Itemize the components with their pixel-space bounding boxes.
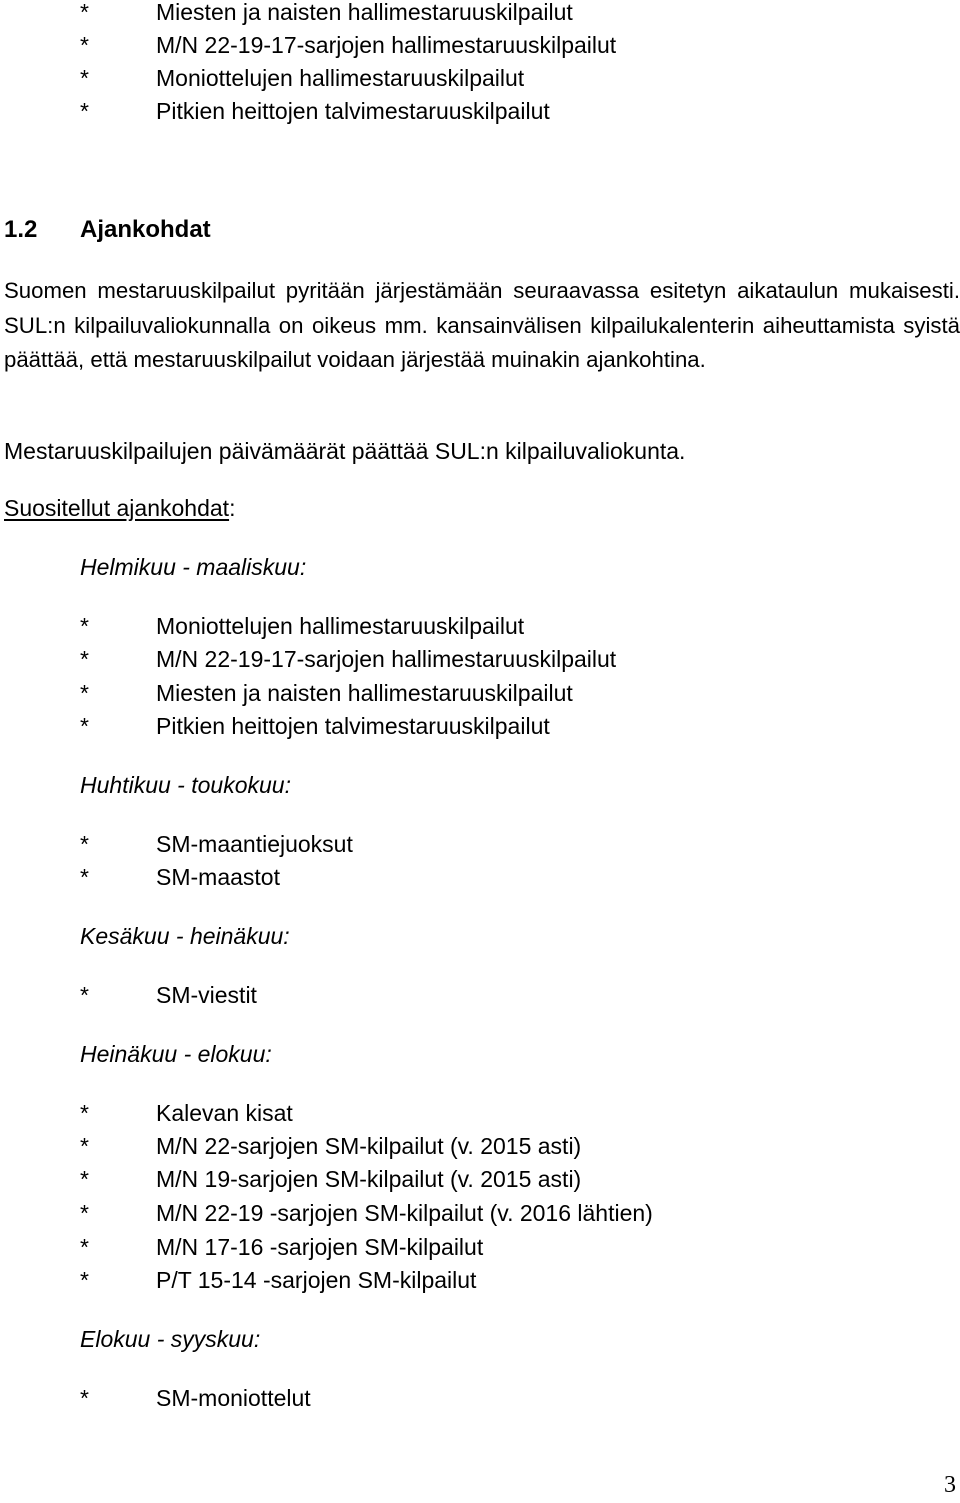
list-item [0,1381,960,1415]
bullet-marker: * [80,713,89,739]
list-item-text: Miesten ja naisten hallimestaruuskilpailut [156,0,573,25]
list-item [0,827,960,861]
list-item-text: SM-maantiejuoksut [156,831,353,857]
list-item-text: M/N 22-19-17-sarjojen hallimestaruuskilpailut [156,32,617,58]
list-item [0,860,960,894]
list-item [0,1263,960,1297]
recommended-dates-label [4,491,235,525]
list-item [0,642,960,676]
period-heading: Huhtikuu - toukokuu: [80,772,291,798]
bullet-marker: * [80,65,89,91]
section-title: Ajankohdat [80,216,211,243]
list-item-text: M/N 22-sarjojen SM-kilpailut (v. 2015 asti) [156,1133,582,1159]
list-item-text: Pitkien heittojen talvimestaruuskilpailut [156,713,550,739]
list-item-text: M/N 22-19 -sarjojen SM-kilpailut (v. 2016 lähtien) [156,1200,653,1226]
bullet-marker: * [80,1100,89,1126]
list-item [0,0,960,29]
bullet-marker: * [80,98,89,124]
list-item-text: P/T 15-14 -sarjojen SM-kilpailut [156,1267,477,1293]
section-number: 1.2 [4,216,38,243]
period-heading: Heinäkuu - elokuu: [80,1041,272,1067]
list-item-text: M/N 17-16 -sarjojen SM-kilpailut [156,1234,484,1260]
bullet-marker: * [80,680,89,706]
list-item [0,709,960,743]
bullet-marker: * [80,864,89,890]
bullet-marker: * [80,1200,89,1226]
bullet-marker: * [80,32,89,58]
recommended-dates-colon: : [229,495,236,521]
period-heading: Helmikuu - maaliskuu: [80,554,307,580]
bullet-marker: * [80,831,89,857]
list-item-text: SM-viestit [156,982,257,1008]
bullet-marker: * [80,1133,89,1159]
bullet-marker: * [80,1234,89,1260]
list-item-text: Moniottelujen hallimestaruuskilpailut [156,613,525,639]
list-item-text: SM-maastot [156,864,280,890]
list-item-text: Pitkien heittojen talvimestaruuskilpailut [156,98,550,124]
list-item [0,1129,960,1163]
period-heading: Kesäkuu - heinäkuu: [80,923,290,949]
list-item-text: M/N 19-sarjojen SM-kilpailut (v. 2015 asti) [156,1166,582,1192]
period-heading: Elokuu - syyskuu: [80,1326,261,1352]
list-item-text: Moniottelujen hallimestaruuskilpailut [156,65,525,91]
dates-note: Mestaruuskilpailujen päivämäärät päättää SUL:n kilpailuvaliokunta. [4,438,686,464]
section-paragraph: Suomen mestaruuskilpailut pyritään järjestämään seuraavassa esitetyn aikataulun mukaisesti. SUL:n kilpailuvaliokunnalla on oikeus mm. kansainvälisen kilpailukalenterin aiheuttamista syistä päättää, että mestaruuskilpailut voidaan järjestää muinakin ajankohtina. [4,278,960,372]
list-item-text: SM-moniottelut [156,1385,311,1411]
list-item [0,1162,960,1196]
list-item [0,978,960,1012]
list-item-text: Miesten ja naisten hallimestaruuskilpailut [156,680,573,706]
bullet-marker: * [80,1267,89,1293]
bullet-marker: * [80,1385,89,1411]
section-heading [4,212,211,248]
list-item [0,94,960,128]
bullet-marker: * [80,0,89,25]
list-item-text: Kalevan kisat [156,1100,293,1126]
list-item [0,676,960,710]
list-item [0,1230,960,1264]
bullet-marker: * [80,1166,89,1192]
list-item [0,1096,960,1130]
page-number: 3 [944,1472,956,1498]
list-item [0,61,960,95]
bullet-marker: * [80,646,89,672]
list-item [0,28,960,62]
list-item-text: M/N 22-19-17-sarjojen hallimestaruuskilpailut [156,646,617,672]
recommended-dates-label-text: Suositellut ajankohdat [4,495,230,521]
list-item [0,1196,960,1230]
list-item [0,609,960,643]
bullet-marker: * [80,982,89,1008]
bullet-marker: * [80,613,89,639]
